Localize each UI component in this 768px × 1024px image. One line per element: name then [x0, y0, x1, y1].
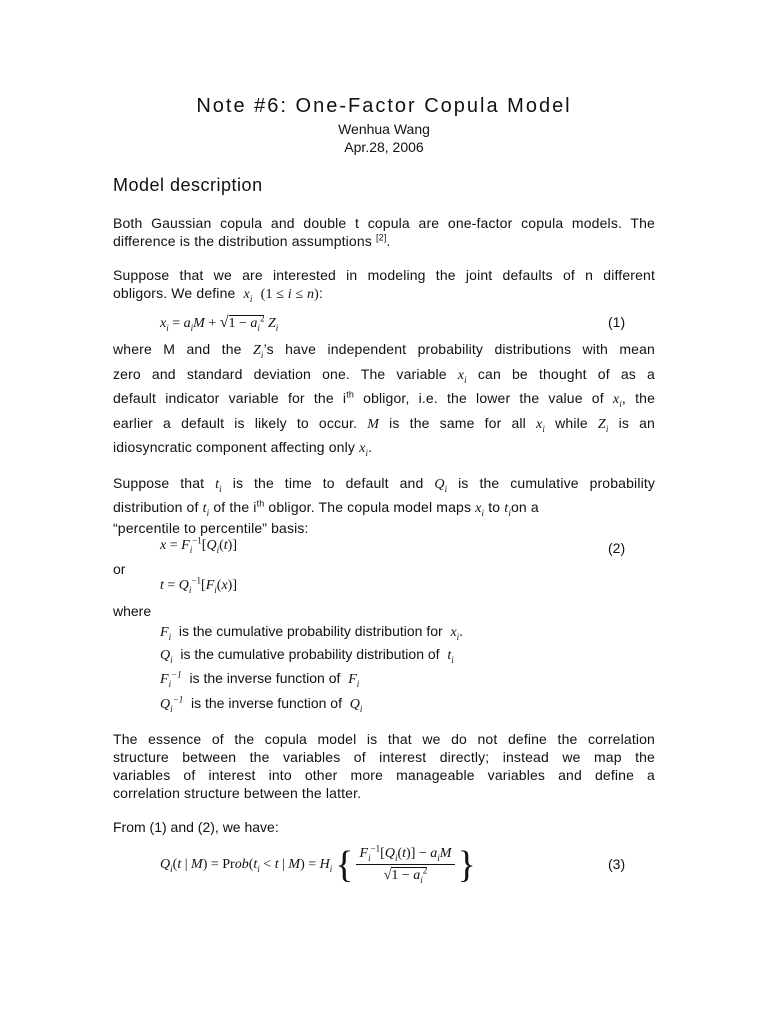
paragraph-line: distribution of $t_i$ of the $i^{th}$ obligor. The copula model maps $x_i$ to $t_ion$ a [113, 498, 539, 518]
paragraph-line: The essence of the copula model is that we do not define the correlation [113, 731, 655, 747]
page-title: Note #6: One-Factor Copula Model [196, 95, 572, 117]
paragraph-line: variables of interest into other more manageable variables and define a [113, 767, 655, 783]
math-inline: $x_i$ [243, 287, 253, 304]
where-label: where [113, 603, 152, 619]
or-label: or [113, 561, 126, 577]
paragraph-setup [113, 266, 655, 304]
equation-number: (3) [608, 856, 626, 872]
equation-3: $Q_i(t$ | $M) = Prob(t_i < t$ | $M) = H_i$ { $F_i^{-1}[Q_i(t)] - a_iM$ $√1 - a_i^2$ } [160, 843, 476, 886]
paragraph-line: idiosyncratic component affecting only $x_i$. [113, 439, 373, 458]
paragraph-line: Both Gaussian copula and double t copula are one-factor copula models. The [113, 215, 655, 231]
author-name: Wenhua Wang [338, 121, 430, 137]
math-inline: (1 ≤ i ≤ n) [260, 287, 319, 302]
paragraph-line: Suppose that we are interested in modeling the joint defaults of n different [113, 267, 655, 283]
equation-1: $x_i = a_iM + √1 - a_i^2$ $Z_i$ [160, 313, 279, 333]
definition-item: $Q_i^{-1}$ is the inverse function of $Q_i$ [160, 694, 363, 714]
publication-date: Apr.28, 2006 [344, 139, 424, 155]
equation-2b: $t = Q_i^{-1}[F_i(x)]$ [160, 575, 237, 595]
paragraph-line: obligors. We define $x_i$ (1 ≤ i ≤ n): [113, 285, 323, 304]
paragraph-derivation: From (1) and (2), we have: [113, 819, 279, 835]
section-heading: Model description [113, 175, 263, 195]
definition-item: $F_i^{-1}$ is the inverse function of $F_i$ [160, 669, 360, 689]
equation-number: (2) [608, 540, 626, 556]
equation-number: (1) [608, 314, 626, 330]
paragraph-line: Suppose that $t_i$ is the time to default and $Q_i$ is the cumulative probability [113, 475, 656, 494]
paragraph-line: structure between the variables of interest directly; instead we map the [113, 749, 655, 765]
paragraph-line: “percentile to percentile” basis: [113, 520, 309, 536]
paragraph-essence [113, 730, 655, 802]
text-span: difference is the distribution assumptions [113, 233, 372, 249]
paragraph-intro [113, 214, 655, 250]
paragraph-line [113, 232, 655, 250]
equation-2a: $x = F_i^{-1}[Q_i(t)]$ [160, 535, 237, 555]
definition-item: $F_i$ is the cumulative probability distribution for $x_i$. [160, 623, 464, 642]
definition-item: $Q_i$ is the cumulative probability distribution of $t_i$ [160, 646, 454, 665]
citation-ref: [2] [376, 232, 387, 243]
paragraph-line: default indicator variable for the $i^{th}$ obligor, i.e. the lower the value of $x_i$, the [113, 389, 656, 409]
text-span: obligors. We define [113, 285, 236, 301]
text-span: . [386, 233, 391, 249]
paragraph-line: zero and standard deviation one. The variable $x_i$ can be thought of as a [113, 365, 655, 385]
paragraph-variables [113, 338, 655, 461]
paragraph-line: earlier a default is likely to occur. M is the same for all $x_i$ while $Z_i$ is an [113, 414, 655, 434]
paragraph-copula-map [113, 472, 655, 536]
paragraph-line: correlation structure between the latter. [113, 785, 362, 801]
paragraph-line: where M and the $Z_i’s$ have independent probability distributions with mean [113, 341, 655, 360]
